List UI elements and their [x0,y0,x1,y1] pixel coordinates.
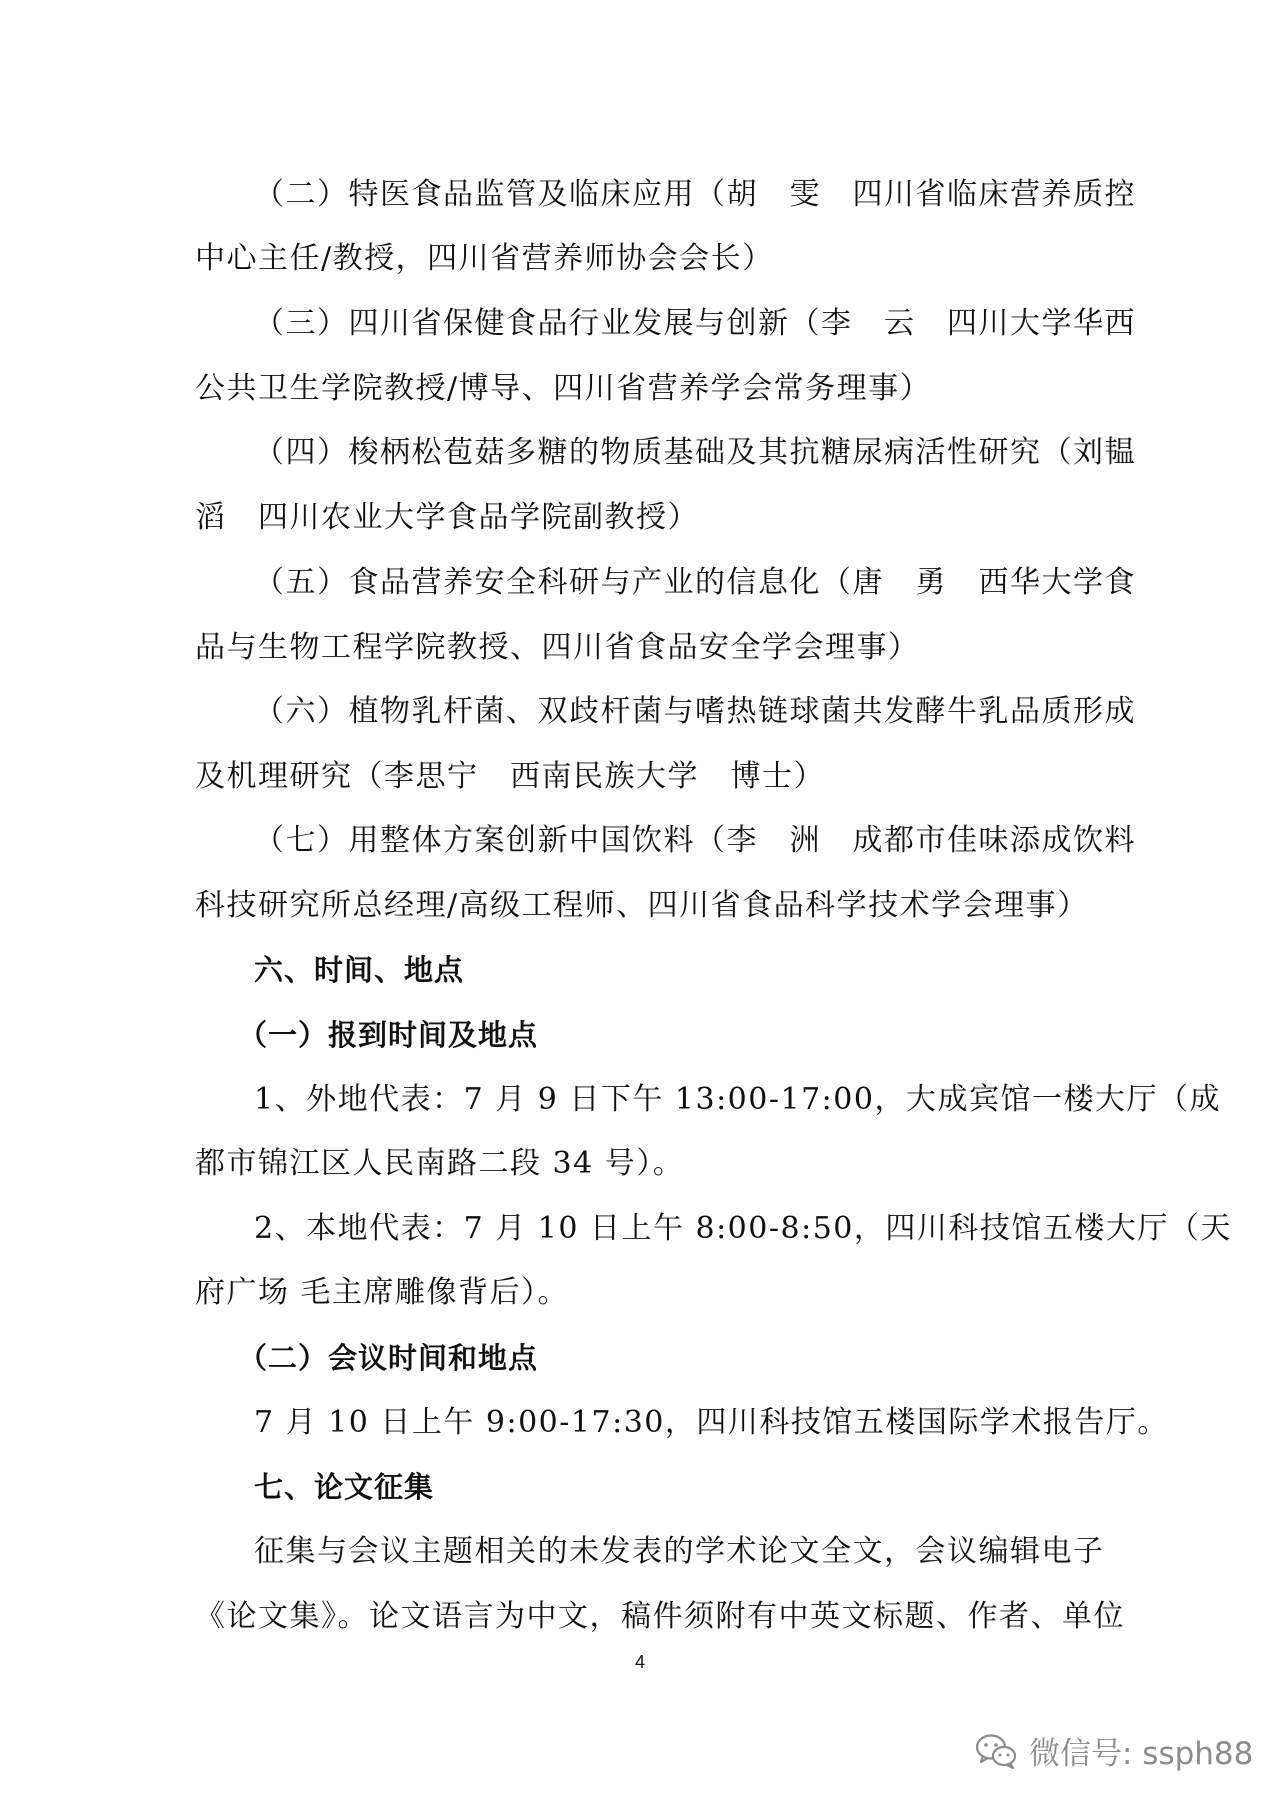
text-line: 科技研究所总经理/高级工程师、四川省食品科学技术学会理事） [195,888,1089,923]
wechat-icon [975,1732,1019,1770]
text-line: 《论文集》。论文语言为中文，稿件须附有中英文标题、作者、单位 [195,1599,1125,1634]
text-line: 征集与会议主题相关的未发表的学术论文全文，会议编辑电子 [254,1534,1105,1569]
text-line: 1、外地代表：7 月 9 日下午 13:00-17:00，大成宾馆一楼大厅（成 [254,1082,1221,1117]
text-line: 2、本地代表：7 月 10 日上午 8:00-8:50，四川科技馆五楼大厅（天 [254,1211,1232,1246]
wechat-watermark [975,1728,1253,1773]
page-number: 4 [634,1652,645,1672]
text-line: 7 月 10 日上午 9:00-17:30，四川科技馆五楼国际学术报告厅。 [254,1405,1169,1440]
subsection-heading: （一）报到时间及地点 [238,1018,539,1052]
text-line: 公共卫生学院教授/博导、四川省营养学会常务理事） [195,371,932,406]
watermark-text: 微信号: ssph88 [1029,1736,1254,1772]
text-line: （六）植物乳杆菌、双歧杆菌与嗜热链球菌共发酵牛乳品质形成 [254,694,1136,729]
text-line: （五）食品营养安全科研与产业的信息化（唐 勇 西华大学食 [254,565,1136,600]
subsection-heading: （二）会议时间和地点 [238,1341,539,1375]
section-heading: 七、论文征集 [254,1470,435,1504]
text-line: 府广场 毛主席雕像背后）。 [195,1275,570,1310]
section-heading: 六、时间、地点 [254,953,465,987]
text-line: 中心主任/教授，四川省营养师协会会长） [195,241,774,276]
text-line: 都市锦江区人民南路二段 34 号）。 [195,1146,685,1181]
text-line: 滔 四川农业大学食品学院副教授） [195,500,699,535]
text-line: 品与生物工程学院教授、四川省食品安全学会理事） [195,630,920,665]
text-line: （二）特医食品监管及临床应用（胡 雯 四川省临床营养质控 [254,177,1136,212]
text-line: 及机理研究（李思宁 西南民族大学 博士） [195,759,825,794]
text-line: （七）用整体方案创新中国饮料（李 洲 成都市佳味添成饮料 [254,823,1136,858]
text-line: （四）梭柄松苞菇多糖的物质基础及其抗糖尿病活性研究（刘韫 [254,435,1136,470]
text-line: （三）四川省保健食品行业发展与创新（李 云 四川大学华西 [254,306,1136,341]
